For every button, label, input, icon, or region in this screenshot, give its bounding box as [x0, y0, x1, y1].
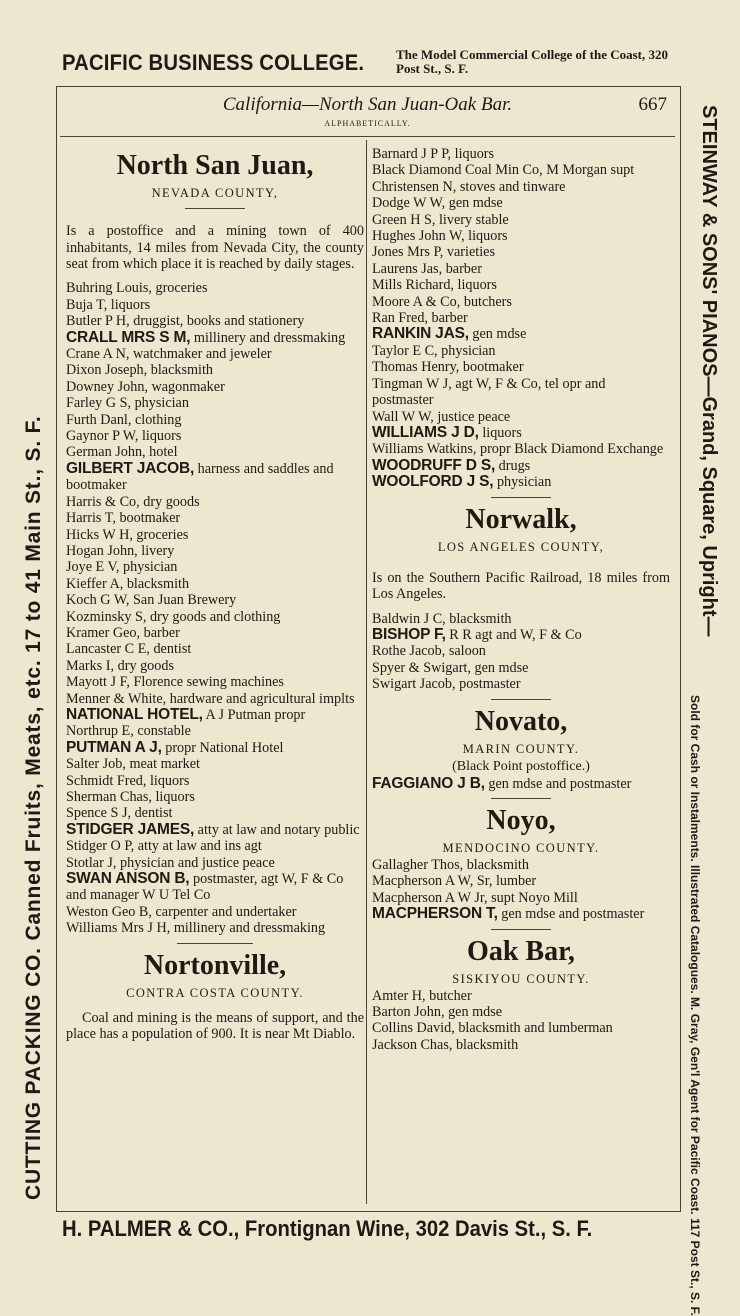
directory-entry	[66, 494, 364, 510]
entry-business: agt W, F & Co, tel opr and postmaster	[372, 375, 606, 409]
entry-business: liquors	[107, 296, 151, 313]
directory-entry	[66, 576, 364, 592]
entry-business: M Morgan supt	[542, 162, 635, 179]
entry-name: STIDGER JAMES,	[66, 820, 195, 838]
entry-business: physician	[119, 559, 178, 576]
directory-entry	[66, 527, 364, 543]
entry-name: Mills Richard,	[372, 277, 454, 294]
directory-entry	[372, 1004, 670, 1020]
entry-business: gen mdse	[445, 195, 503, 212]
entry-business: postmaster	[455, 676, 521, 693]
directory-entry	[372, 676, 670, 692]
directory-entry	[66, 625, 364, 641]
directory-entry	[372, 277, 670, 293]
entry-name: Hogan John,	[66, 542, 138, 559]
entry-name: Collins David,	[372, 1020, 455, 1037]
section-noyo	[372, 798, 670, 857]
entry-business: liquors	[453, 277, 497, 294]
entry-business: liquors	[464, 228, 508, 245]
entry-business: physician	[131, 395, 189, 412]
page-number: 667	[638, 94, 667, 115]
directory-entry	[66, 379, 364, 395]
entry-business: groceries	[132, 526, 189, 543]
entry-name: Dixon Joseph,	[66, 362, 148, 379]
entry-business: physician	[437, 342, 496, 359]
county-label: SISKIYOU COUNTY.	[452, 971, 590, 986]
left-advertisement: CUTTING PACKING CO. Canned Fruits, Meats, etc. 17 to 41 Main St., S. F.	[22, 415, 45, 1200]
directory-entry	[66, 297, 364, 313]
entry-name: Harris & Co,	[66, 493, 140, 510]
entry-name: Stotlar J,	[66, 854, 117, 871]
entry-business: liquors	[151, 789, 195, 805]
entry-name: Hicks W H,	[66, 526, 133, 543]
entry-business: millinery and dressmaking	[170, 920, 326, 937]
entry-name: Macpherson A W Jr,	[372, 889, 488, 906]
entry-name: Gallagher Thos,	[372, 856, 464, 873]
entry-business: atty at law and ins agt	[134, 838, 262, 855]
entry-business: physician and justice peace	[116, 854, 275, 871]
directory-entry	[66, 756, 364, 772]
entry-name: RANKIN JAS,	[372, 325, 469, 343]
entry-business: gen mdse	[444, 1004, 503, 1020]
entry-business: postmaster, agt W, F & Co and manager W U Tel Co	[66, 871, 344, 904]
entry-business: propr National Hotel	[161, 739, 284, 756]
entry-business: gen mdse and postmaster	[484, 775, 632, 792]
entry-name: Joye E V,	[66, 559, 120, 576]
entry-name: Kozminsky S,	[66, 608, 147, 625]
directory-entry	[372, 627, 670, 643]
directory-entry	[372, 212, 670, 228]
directory-entry	[372, 146, 670, 162]
entry-business: liquors	[451, 146, 495, 162]
directory-entry	[372, 244, 670, 260]
directory-entry	[372, 310, 670, 326]
entry-name: Moore A & Co,	[372, 293, 461, 310]
entry-business: San Juan Brewery	[129, 592, 237, 609]
entry-business: lumber	[492, 873, 537, 890]
directory-entry	[66, 904, 364, 920]
directory-entry	[66, 559, 364, 575]
right-advertisement	[688, 105, 720, 1316]
entry-name: Farley G S,	[66, 395, 132, 412]
directory-entry	[66, 805, 364, 821]
directory-entry	[372, 179, 670, 195]
right-ad-main: STEINWAY & SONS' PIANOS—Grand, Square, Upright—	[698, 105, 720, 637]
entry-business: stoves and tinware	[456, 178, 566, 195]
directory-entry	[66, 838, 364, 854]
directory-entry	[66, 330, 364, 346]
entry-business: hotel	[145, 444, 178, 461]
entry-business: dentist	[149, 641, 192, 658]
section-oak-bar	[372, 929, 670, 988]
directory-entry	[372, 611, 670, 627]
entry-business: bootmaker	[115, 510, 181, 527]
directory-entry	[66, 412, 364, 428]
entry-business: blacksmith	[463, 856, 529, 873]
directory-entry	[372, 458, 670, 474]
directory-entry	[66, 592, 364, 608]
place-heading: Novato,	[474, 705, 568, 737]
entry-name: Barnard J P P,	[372, 146, 452, 162]
directory-list	[372, 988, 670, 1054]
directory-entry	[66, 346, 364, 362]
entry-name: Ran Fred,	[372, 310, 428, 327]
entry-name: Downey John,	[66, 378, 148, 395]
section-nortonville	[66, 943, 364, 1002]
directory-entry	[66, 855, 364, 871]
entry-business: clothing	[131, 411, 182, 428]
place-description: Coal and mining is the means of support, and the place has a population of 900. It is near Mt Diablo.	[66, 1009, 364, 1043]
directory-entry	[66, 674, 364, 690]
entry-business: barber	[442, 260, 482, 277]
entry-business: harness and saddles and bootmaker	[66, 460, 334, 494]
directory-entry	[372, 228, 670, 244]
entry-name: Dodge W W,	[372, 195, 446, 212]
entry-name: Koch G W,	[66, 592, 130, 609]
entry-business: dentist	[131, 805, 173, 822]
directory-entry	[66, 641, 364, 657]
entry-name: Laurens Jas,	[372, 260, 443, 277]
entry-name: Barton John,	[372, 1004, 445, 1020]
directory-entry	[372, 376, 670, 409]
place-heading: Nortonville,	[143, 949, 287, 981]
page-title: California—North San Juan-Oak Bar.	[222, 94, 513, 115]
entry-business: blacksmith	[123, 575, 190, 592]
directory-entry	[66, 822, 364, 838]
entry-name: Marks I,	[66, 657, 115, 674]
entry-name: Kramer Geo,	[66, 624, 141, 641]
entry-business: liquors	[138, 428, 182, 445]
entry-business: butchers	[460, 293, 512, 310]
directory-entry	[66, 740, 364, 756]
entry-business: barber	[427, 310, 468, 327]
directory-entry	[372, 195, 670, 211]
section-rule	[491, 497, 551, 498]
place-heading: North San Juan,	[116, 150, 314, 181]
directory-entry	[372, 425, 670, 441]
place-heading: Noyo,	[486, 804, 556, 836]
directory-entry	[372, 162, 670, 178]
entry-business: constable	[133, 723, 191, 740]
entry-name: Menner & White,	[66, 690, 167, 707]
directory-entry	[66, 773, 364, 789]
entry-name: Macpherson A W, Sr,	[372, 873, 493, 890]
entry-business: livery stable	[435, 211, 509, 228]
entry-name: Christensen N,	[372, 178, 457, 195]
entry-business: dry goods	[139, 493, 200, 510]
entry-name: PUTMAN A J,	[66, 738, 162, 756]
directory-entry	[66, 461, 364, 494]
section-north-san-juan	[66, 150, 364, 209]
entry-business: saloon	[445, 643, 486, 660]
directory-entry	[66, 723, 364, 739]
entry-business: atty at law and notary public	[194, 821, 360, 838]
entry-business: groceries	[151, 280, 208, 297]
entry-business: physician	[493, 474, 552, 491]
directory-entry	[66, 313, 364, 329]
page-subtitle: ALPHABETICALLY.	[324, 119, 411, 128]
entry-business: watchmaker and jeweler	[129, 346, 272, 363]
entry-business: livery	[137, 542, 175, 559]
entry-name: Swigart Jacob,	[372, 676, 456, 693]
entry-name: Buja T,	[66, 296, 108, 313]
directory-list	[66, 280, 364, 936]
directory-entry	[372, 343, 670, 359]
place-heading: Oak Bar,	[467, 935, 575, 967]
entry-name: Black Diamond Coal Min Co,	[372, 162, 543, 179]
entry-name: WILLIAMS J D,	[372, 423, 479, 441]
entry-name: Jones Mrs P,	[372, 244, 444, 261]
entry-name: Baldwin J C,	[372, 610, 446, 627]
entry-business: R R agt and W, F & Co	[445, 626, 582, 643]
directory-entry	[66, 510, 364, 526]
directory-entry	[372, 660, 670, 676]
entry-name: Williams Watkins,	[372, 441, 477, 458]
entry-name: Kieffer A,	[66, 575, 124, 592]
entry-business: dry goods and clothing	[146, 608, 281, 625]
directory-entry	[66, 691, 364, 707]
place-heading: Norwalk,	[465, 503, 577, 535]
place-description: Is a postoffice and a mining town of 400 inhabitants, 14 miles from Nevada City, the county seat from which place it is reached by daily stages.	[66, 223, 364, 272]
entry-business: blacksmith	[445, 610, 512, 627]
directory-entry	[372, 326, 670, 342]
entry-name: Northrup E,	[66, 723, 134, 740]
section-rule	[491, 699, 551, 700]
directory-list	[372, 611, 670, 693]
directory-list	[372, 776, 670, 792]
entry-business: millinery and dressmaking	[190, 329, 346, 346]
entry-name: Schmidt Fred,	[66, 772, 147, 789]
entry-business: meat market	[125, 756, 200, 773]
entry-name: WOODRUFF D S,	[372, 456, 496, 474]
entry-business: supt Noyo Mill	[487, 889, 578, 906]
directory-entry	[372, 1020, 670, 1036]
entry-business: wagonmaker	[147, 378, 225, 395]
entry-name: FAGGIANO J B,	[372, 774, 485, 792]
entry-name: Wall W W,	[372, 408, 434, 425]
top-advertisement	[0, 44, 740, 86]
directory-entry	[372, 906, 670, 922]
entry-name: German John,	[66, 444, 146, 461]
entry-name: Green H S,	[372, 211, 436, 228]
postoffice-note: (Black Point postoffice.)	[452, 758, 590, 774]
entry-business: justice peace	[433, 408, 511, 425]
page-header	[56, 92, 679, 130]
entry-business: dry goods	[114, 657, 174, 674]
entry-name: BISHOP F,	[372, 625, 446, 643]
entry-name: Butler P H,	[66, 313, 130, 330]
directory-entry	[66, 658, 364, 674]
entry-name: Gaynor P W,	[66, 428, 139, 445]
entry-business: varieties	[443, 244, 495, 261]
directory-entry	[66, 428, 364, 444]
directory-entry	[372, 857, 670, 873]
entry-business: hardware and agricultural implts	[166, 690, 355, 707]
entry-business: gen mdse and postmaster	[497, 906, 645, 923]
directory-entry	[66, 871, 364, 904]
directory-entry	[66, 707, 364, 723]
entry-name: Buhring Louis,	[66, 280, 152, 297]
entry-business: barber	[140, 624, 180, 641]
entry-name: Hughes John W,	[372, 228, 465, 245]
entry-name: GILBERT JACOB,	[66, 459, 195, 477]
entry-name: Stidger O P,	[66, 838, 135, 855]
entry-name: Furth Danl,	[66, 411, 132, 428]
entry-name: Sherman Chas,	[66, 789, 152, 805]
entry-business: gen mdse	[468, 326, 527, 343]
directory-entry	[372, 294, 670, 310]
directory-entry	[372, 359, 670, 375]
place-description: Is on the Southern Pacific Railroad, 18 miles from Los Angeles.	[372, 569, 670, 603]
directory-entry	[372, 873, 670, 889]
county-label: MARIN COUNTY.	[462, 741, 580, 756]
directory-entry	[66, 280, 364, 296]
entry-name: Harris T,	[66, 510, 116, 527]
entry-business: gen mdse	[470, 659, 529, 676]
directory-entry	[372, 988, 670, 1004]
directory-entry	[372, 409, 670, 425]
entry-name: Spyer & Swigart,	[372, 659, 471, 676]
entry-business: Florence sewing machines	[129, 674, 284, 691]
directory-entry	[66, 395, 364, 411]
entry-name: Salter Job,	[66, 756, 126, 773]
section-novato	[372, 699, 670, 776]
directory-entry	[66, 444, 364, 460]
top-ad-main: PACIFIC BUSINESS COLLEGE.	[62, 50, 365, 75]
directory-entry	[66, 789, 364, 805]
column-divider	[366, 140, 367, 1204]
directory-entry	[66, 920, 364, 936]
entry-business: liquors	[146, 772, 190, 789]
entry-name: Lancaster C E,	[66, 641, 150, 658]
entry-business: liquors	[478, 424, 522, 441]
entry-name: Amter H,	[372, 987, 426, 1004]
entry-business: blacksmith	[452, 1036, 519, 1053]
entry-name: Williams Mrs J H,	[66, 920, 171, 937]
section-rule	[491, 929, 551, 930]
county-label: LOS ANGELES COUNTY,	[437, 539, 605, 554]
entry-name: SWAN ANSON B,	[66, 870, 190, 888]
entry-name: Jackson Chas,	[372, 1036, 453, 1053]
entry-business: bootmaker	[459, 359, 524, 376]
bottom-advertisement: H. PALMER & CO., Frontignan Wine, 302 Davis St., S. F.	[62, 1216, 593, 1241]
directory-list	[372, 146, 670, 491]
entry-name: NATIONAL HOTEL,	[66, 705, 203, 723]
directory-entry	[372, 1037, 670, 1053]
entry-name: Crane A N,	[66, 346, 130, 363]
entry-name: WOOLFORD J S,	[372, 473, 494, 491]
entry-business: druggist, books and stationery	[129, 313, 305, 330]
entry-business: propr Black Diamond Exchange	[476, 441, 664, 458]
entry-name: Mayott J F,	[66, 674, 130, 691]
entry-name: Spence S J,	[66, 805, 132, 822]
section-rule	[177, 943, 253, 944]
entry-name: MACPHERSON T,	[372, 905, 498, 923]
top-ad-detail: The Model Commercial College of the Coast, 320 Post St., S. F.	[396, 47, 668, 76]
section-rule	[185, 208, 245, 209]
right-ad-detail: Sold for Cash or Instalments. Illustrated Catalogues. M. Gray, Gen'l Agent for Pacific Coast. 117 Post St., S. F.	[688, 695, 702, 1316]
directory-entry	[66, 362, 364, 378]
entry-business: blacksmith	[147, 362, 213, 379]
directory-entry	[372, 643, 670, 659]
entry-name: Rothe Jacob,	[372, 643, 446, 660]
county-label: CONTRA COSTA COUNTY.	[126, 985, 304, 1000]
entry-name: Taylor E C,	[372, 342, 438, 359]
directory-entry	[372, 474, 670, 490]
section-norwalk	[372, 497, 670, 556]
county-label: MENDOCINO COUNTY.	[442, 840, 600, 855]
directory-entry	[372, 441, 670, 457]
directory-list	[372, 857, 670, 923]
entry-name: Thomas Henry,	[372, 359, 460, 376]
entry-business: butcher	[425, 987, 472, 1004]
county-label: NEVADA COUNTY,	[151, 186, 279, 200]
directory-entry	[372, 261, 670, 277]
entry-business: blacksmith and lumberman	[454, 1020, 613, 1037]
entry-business: drugs	[495, 457, 531, 474]
entry-name: Weston Geo B,	[66, 903, 152, 920]
section-rule	[491, 798, 551, 799]
directory-entry	[372, 776, 670, 792]
directory-entry	[372, 890, 670, 906]
directory-entry	[66, 543, 364, 559]
header-divider	[60, 136, 675, 137]
entry-name: CRALL MRS S M,	[66, 328, 191, 346]
left-column	[66, 146, 364, 1050]
entry-name: Tingman W J,	[372, 375, 452, 392]
entry-business: A J Putman propr	[202, 706, 306, 723]
right-column	[372, 146, 670, 1053]
entry-business: carpenter and undertaker	[151, 903, 297, 920]
directory-entry	[66, 609, 364, 625]
